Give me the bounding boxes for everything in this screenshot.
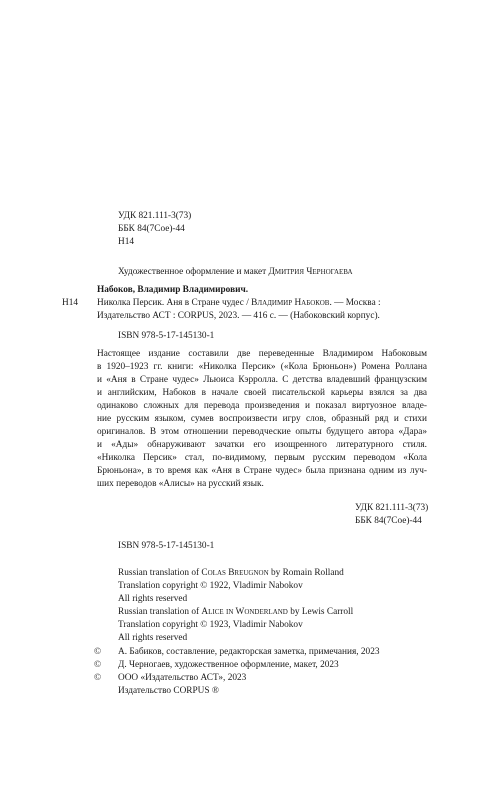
copyright-line [94, 659, 380, 672]
classification-right [355, 502, 428, 528]
publisher-line [118, 685, 380, 698]
rights-line: Russian translation of Alice in Wonderland by Lewis Carroll [118, 607, 354, 617]
copyright-symbol: © [94, 647, 102, 657]
annotation-line: и английским, Набоков в начале своей писательской карьеры взялся за два [97, 388, 427, 398]
copyright-text: ООО «Издательство АСТ», 2023 [118, 673, 247, 683]
rights-title: Alice in Wonderland [201, 607, 288, 617]
copyright-symbol: © [94, 673, 102, 683]
annotation-line: ших переводов «Алисы» на русский язык. [97, 479, 264, 489]
annotation-line: Настоящее издание составили две переведенные Владимиром Набоковым [97, 349, 427, 359]
copyright-symbol: © [94, 660, 102, 670]
rights-line: All rights reserved [118, 594, 188, 604]
author-name-smallcaps: Владимир Набоков [251, 298, 330, 308]
isbn-bottom: ISBN 978-5-17-145130-1 [118, 541, 215, 551]
publication-line: Издательство АСТ : CORPUS, 2023. — 416 с. — (Набоковский корпус). [97, 311, 380, 321]
rights-line: Russian translation of Colas Breugnon by Romain Rolland [118, 568, 344, 578]
annotation-line: «Николка Персик» стал, по-видимому, первым русским переводом «Кола [97, 453, 427, 463]
classification-block [118, 210, 191, 249]
design-credit [118, 266, 353, 279]
author-code: Н14 [118, 237, 135, 247]
annotation-line: Брюньона», в то время как «Аня в Стране чудес» была признана одним из луч- [97, 466, 427, 476]
udk-code-right: УДК 821.111-3(73) [355, 503, 429, 513]
rights-line: All rights reserved [118, 633, 188, 643]
rights-title: Colas Breugnon [201, 568, 269, 578]
copyright-line [94, 672, 380, 685]
copyright-text: А. Бабиков, составление, редакторская заметка, примечания, 2023 [118, 647, 380, 657]
rights-line: Translation copyright © 1922, Vladimir Nabokov [118, 581, 303, 591]
author-heading: Набоков, Владимир Владимирович. [97, 285, 249, 295]
rights-block [118, 567, 353, 645]
publisher-text: Издательство CORPUS ® [118, 686, 219, 696]
design-credit-prefix: Художественное оформление и макет [118, 267, 269, 277]
isbn-top: ISBN 978-5-17-145130-1 [118, 331, 215, 341]
copyright-block [94, 646, 380, 698]
bbk-code: ББК 84(7Сое)-44 [118, 224, 185, 234]
title-line: Николка Персик. Аня в Стране чудес / Владимир Набоков. — Москва : [97, 298, 381, 308]
annotation [97, 348, 427, 491]
udk-code: УДК 821.111-3(73) [118, 211, 192, 221]
annotation-line: оригиналов. В этом отношении переводческие опыты будущего автора «Дара» [97, 427, 427, 437]
copyright-line [94, 646, 380, 659]
rights-line: Translation copyright © 1923, Vladimir Nabokov [118, 620, 303, 630]
annotation-line: одинаково сложных для перевода произведения и показал виртуозное владе- [97, 401, 427, 411]
annotation-line: ние русским языком, сумев воспроизвести игру слов, образный ряд и стихи [97, 414, 427, 424]
designer-name: Дмитрия Черногаева [268, 267, 353, 277]
annotation-line: и «Аня в Стране чудес» Льюиса Кэрролла. С детства владевший французским [97, 375, 427, 385]
copyright-text: Д. Черногаев, художественное оформление, макет, 2023 [118, 660, 339, 670]
bibliographic-record [97, 284, 381, 323]
annotation-line: в 1920–1923 гг. книги: «Николка Персик» («Кола Брюньон») Ромена Роллана [97, 362, 427, 372]
annotation-line: и «Ады» обнаруживают зачатки его изощренного литературного стиля. [97, 440, 427, 450]
bbk-code-right: ББК 84(7Сое)-44 [355, 516, 422, 526]
side-author-code: Н14 [62, 298, 79, 308]
